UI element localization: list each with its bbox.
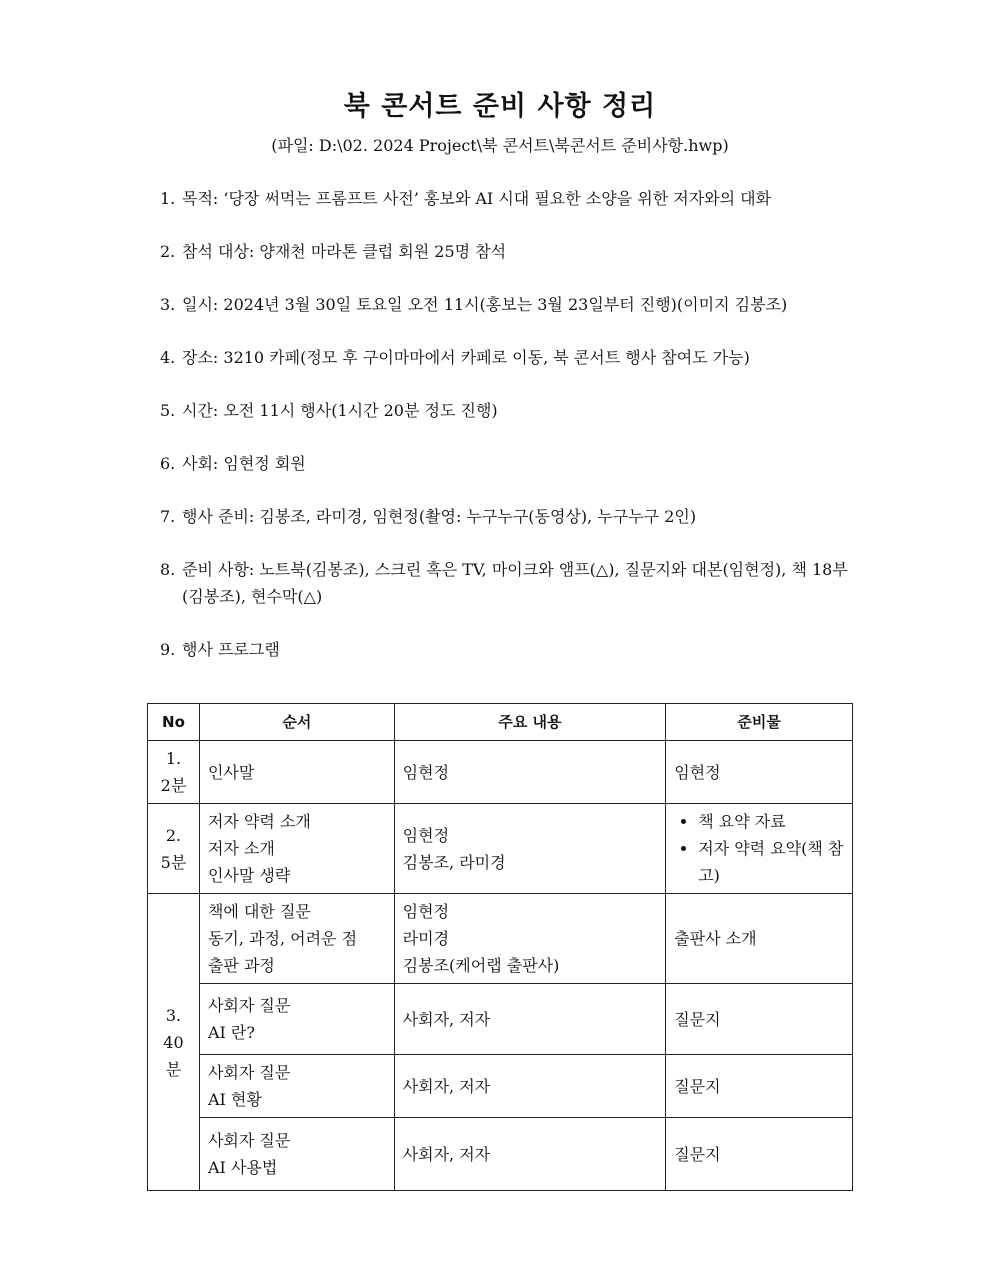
list-item-datetime bbox=[160, 291, 860, 318]
order-line: AI 현황 bbox=[207, 1090, 262, 1109]
content-line: 김봉조(케어랩 출판사) bbox=[402, 956, 560, 975]
row-order: 인사말 bbox=[199, 741, 394, 804]
item-number: 7. bbox=[160, 507, 176, 526]
table-row bbox=[148, 1055, 853, 1118]
row-prep: 질문지 bbox=[666, 984, 853, 1055]
item-number: 8. bbox=[160, 560, 176, 579]
row-no bbox=[148, 804, 200, 894]
table-row bbox=[148, 984, 853, 1055]
order-line: 사회자 질문 bbox=[207, 996, 291, 1015]
prep-list-item: • 저자 약력 요약(책 참고) bbox=[698, 835, 844, 889]
item-text: 참석 대상: 양재천 마라톤 클럽 회원 25명 참석 bbox=[182, 242, 507, 261]
row-order bbox=[199, 894, 394, 984]
header-order: 순서 bbox=[199, 704, 394, 741]
row-number: 1. bbox=[165, 749, 182, 768]
item-text: 일시: 2024년 3월 30일 토요일 오전 11시(홍보는 3월 23일부터 진행)(이미지 김봉조) bbox=[182, 295, 788, 314]
list-item-program bbox=[160, 636, 860, 663]
order-line: 사회자 질문 bbox=[207, 1063, 291, 1082]
prep-list bbox=[674, 808, 844, 889]
row-duration: 40분 bbox=[163, 1032, 184, 1079]
list-item-purpose bbox=[160, 185, 860, 212]
order-line: 저자 소개 bbox=[207, 839, 275, 858]
header-no: No bbox=[148, 704, 200, 741]
order-line: 저자 약력 소개 bbox=[207, 812, 311, 831]
row-order bbox=[199, 804, 394, 894]
row-prep bbox=[666, 804, 853, 894]
prep-list-item: • 책 요약 자료 bbox=[698, 808, 844, 835]
table-header-row bbox=[148, 704, 853, 741]
item-number: 9. bbox=[160, 640, 176, 659]
row-order bbox=[199, 984, 394, 1055]
content-line: 김봉조, 라미경 bbox=[402, 852, 506, 872]
row-content: 사회자, 저자 bbox=[394, 1055, 666, 1118]
list-item-time bbox=[160, 397, 860, 424]
item-text: 사회: 임현정 회원 bbox=[182, 454, 306, 473]
item-text: 행사 준비: 김봉조, 라미경, 임현정(촬영: 누구누구(동영상), 누구누구 2인) bbox=[182, 507, 697, 526]
row-duration: 2분 bbox=[160, 776, 187, 795]
order-line: AI 사용법 bbox=[207, 1158, 278, 1177]
item-number: 1. bbox=[160, 189, 176, 208]
list-item-venue bbox=[160, 344, 860, 371]
order-line: 동기, 과정, 어려운 점 bbox=[207, 929, 358, 948]
row-duration: 5분 bbox=[160, 852, 187, 872]
row-number: 3. bbox=[165, 1005, 182, 1025]
order-line: 인사말 생략 bbox=[207, 866, 291, 885]
content-line: 임현정 bbox=[402, 825, 450, 845]
order-line: 출판 과정 bbox=[207, 956, 275, 975]
order-line: 사회자 질문 bbox=[207, 1131, 291, 1150]
content-line: 임현정 bbox=[402, 902, 450, 921]
table-row bbox=[148, 804, 853, 894]
item-text: 목적: ‘당장 써먹는 프롬프트 사전’ 홍보와 AI 시대 필요한 소양을 위한 저자와의 대화 bbox=[182, 189, 772, 208]
list-item-host bbox=[160, 450, 860, 477]
table-row bbox=[148, 894, 853, 984]
item-text: 시간: 오전 11시 행사(1시간 20분 정도 진행) bbox=[182, 401, 498, 420]
item-text: 행사 프로그램 bbox=[182, 640, 280, 659]
program-table bbox=[147, 703, 853, 1191]
row-content: 사회자, 저자 bbox=[394, 1118, 666, 1191]
header-prep: 준비물 bbox=[666, 704, 853, 741]
row-prep: 임현정 bbox=[666, 741, 853, 804]
order-line: 책에 대한 질문 bbox=[207, 902, 311, 921]
row-order bbox=[199, 1055, 394, 1118]
list-item-attendees bbox=[160, 238, 860, 265]
list-item-preparations bbox=[160, 556, 860, 610]
row-content: 임현정 bbox=[394, 741, 666, 804]
table-row bbox=[148, 1118, 853, 1191]
row-prep: 질문지 bbox=[666, 1055, 853, 1118]
item-list bbox=[160, 185, 860, 689]
row-order bbox=[199, 1118, 394, 1191]
row-no bbox=[148, 741, 200, 804]
item-number: 3. bbox=[160, 295, 176, 314]
row-prep: 질문지 bbox=[666, 1118, 853, 1191]
order-line: AI 란? bbox=[207, 1023, 255, 1042]
content-line: 라미경 bbox=[402, 929, 450, 948]
item-text: 준비 사항: 노트북(김봉조), 스크린 혹은 TV, 마이크와 앰프(△), 질문지와 대본(임현정), 책 18부(김봉조), 현수막(△) bbox=[182, 560, 848, 606]
row-content: 사회자, 저자 bbox=[394, 984, 666, 1055]
row-number: 2. bbox=[165, 825, 182, 845]
item-number: 4. bbox=[160, 348, 176, 367]
row-no bbox=[148, 894, 200, 1191]
row-content bbox=[394, 894, 666, 984]
item-number: 5. bbox=[160, 401, 176, 420]
row-content bbox=[394, 804, 666, 894]
header-content: 주요 내용 bbox=[394, 704, 666, 741]
file-path-subtitle: (파일: D:\02. 2024 Project\북 콘서트\북콘서트 준비사항.hwp) bbox=[271, 136, 729, 155]
item-number: 6. bbox=[160, 454, 176, 473]
table-row bbox=[148, 741, 853, 804]
list-item-staff bbox=[160, 503, 860, 530]
document-title: 북 콘서트 준비 사항 정리 bbox=[343, 91, 657, 122]
row-prep: 출판사 소개 bbox=[666, 894, 853, 984]
item-text: 장소: 3210 카페(정모 후 구이마마에서 카페로 이동, 북 콘서트 행사 참여도 가능) bbox=[182, 348, 750, 367]
item-number: 2. bbox=[160, 242, 176, 261]
